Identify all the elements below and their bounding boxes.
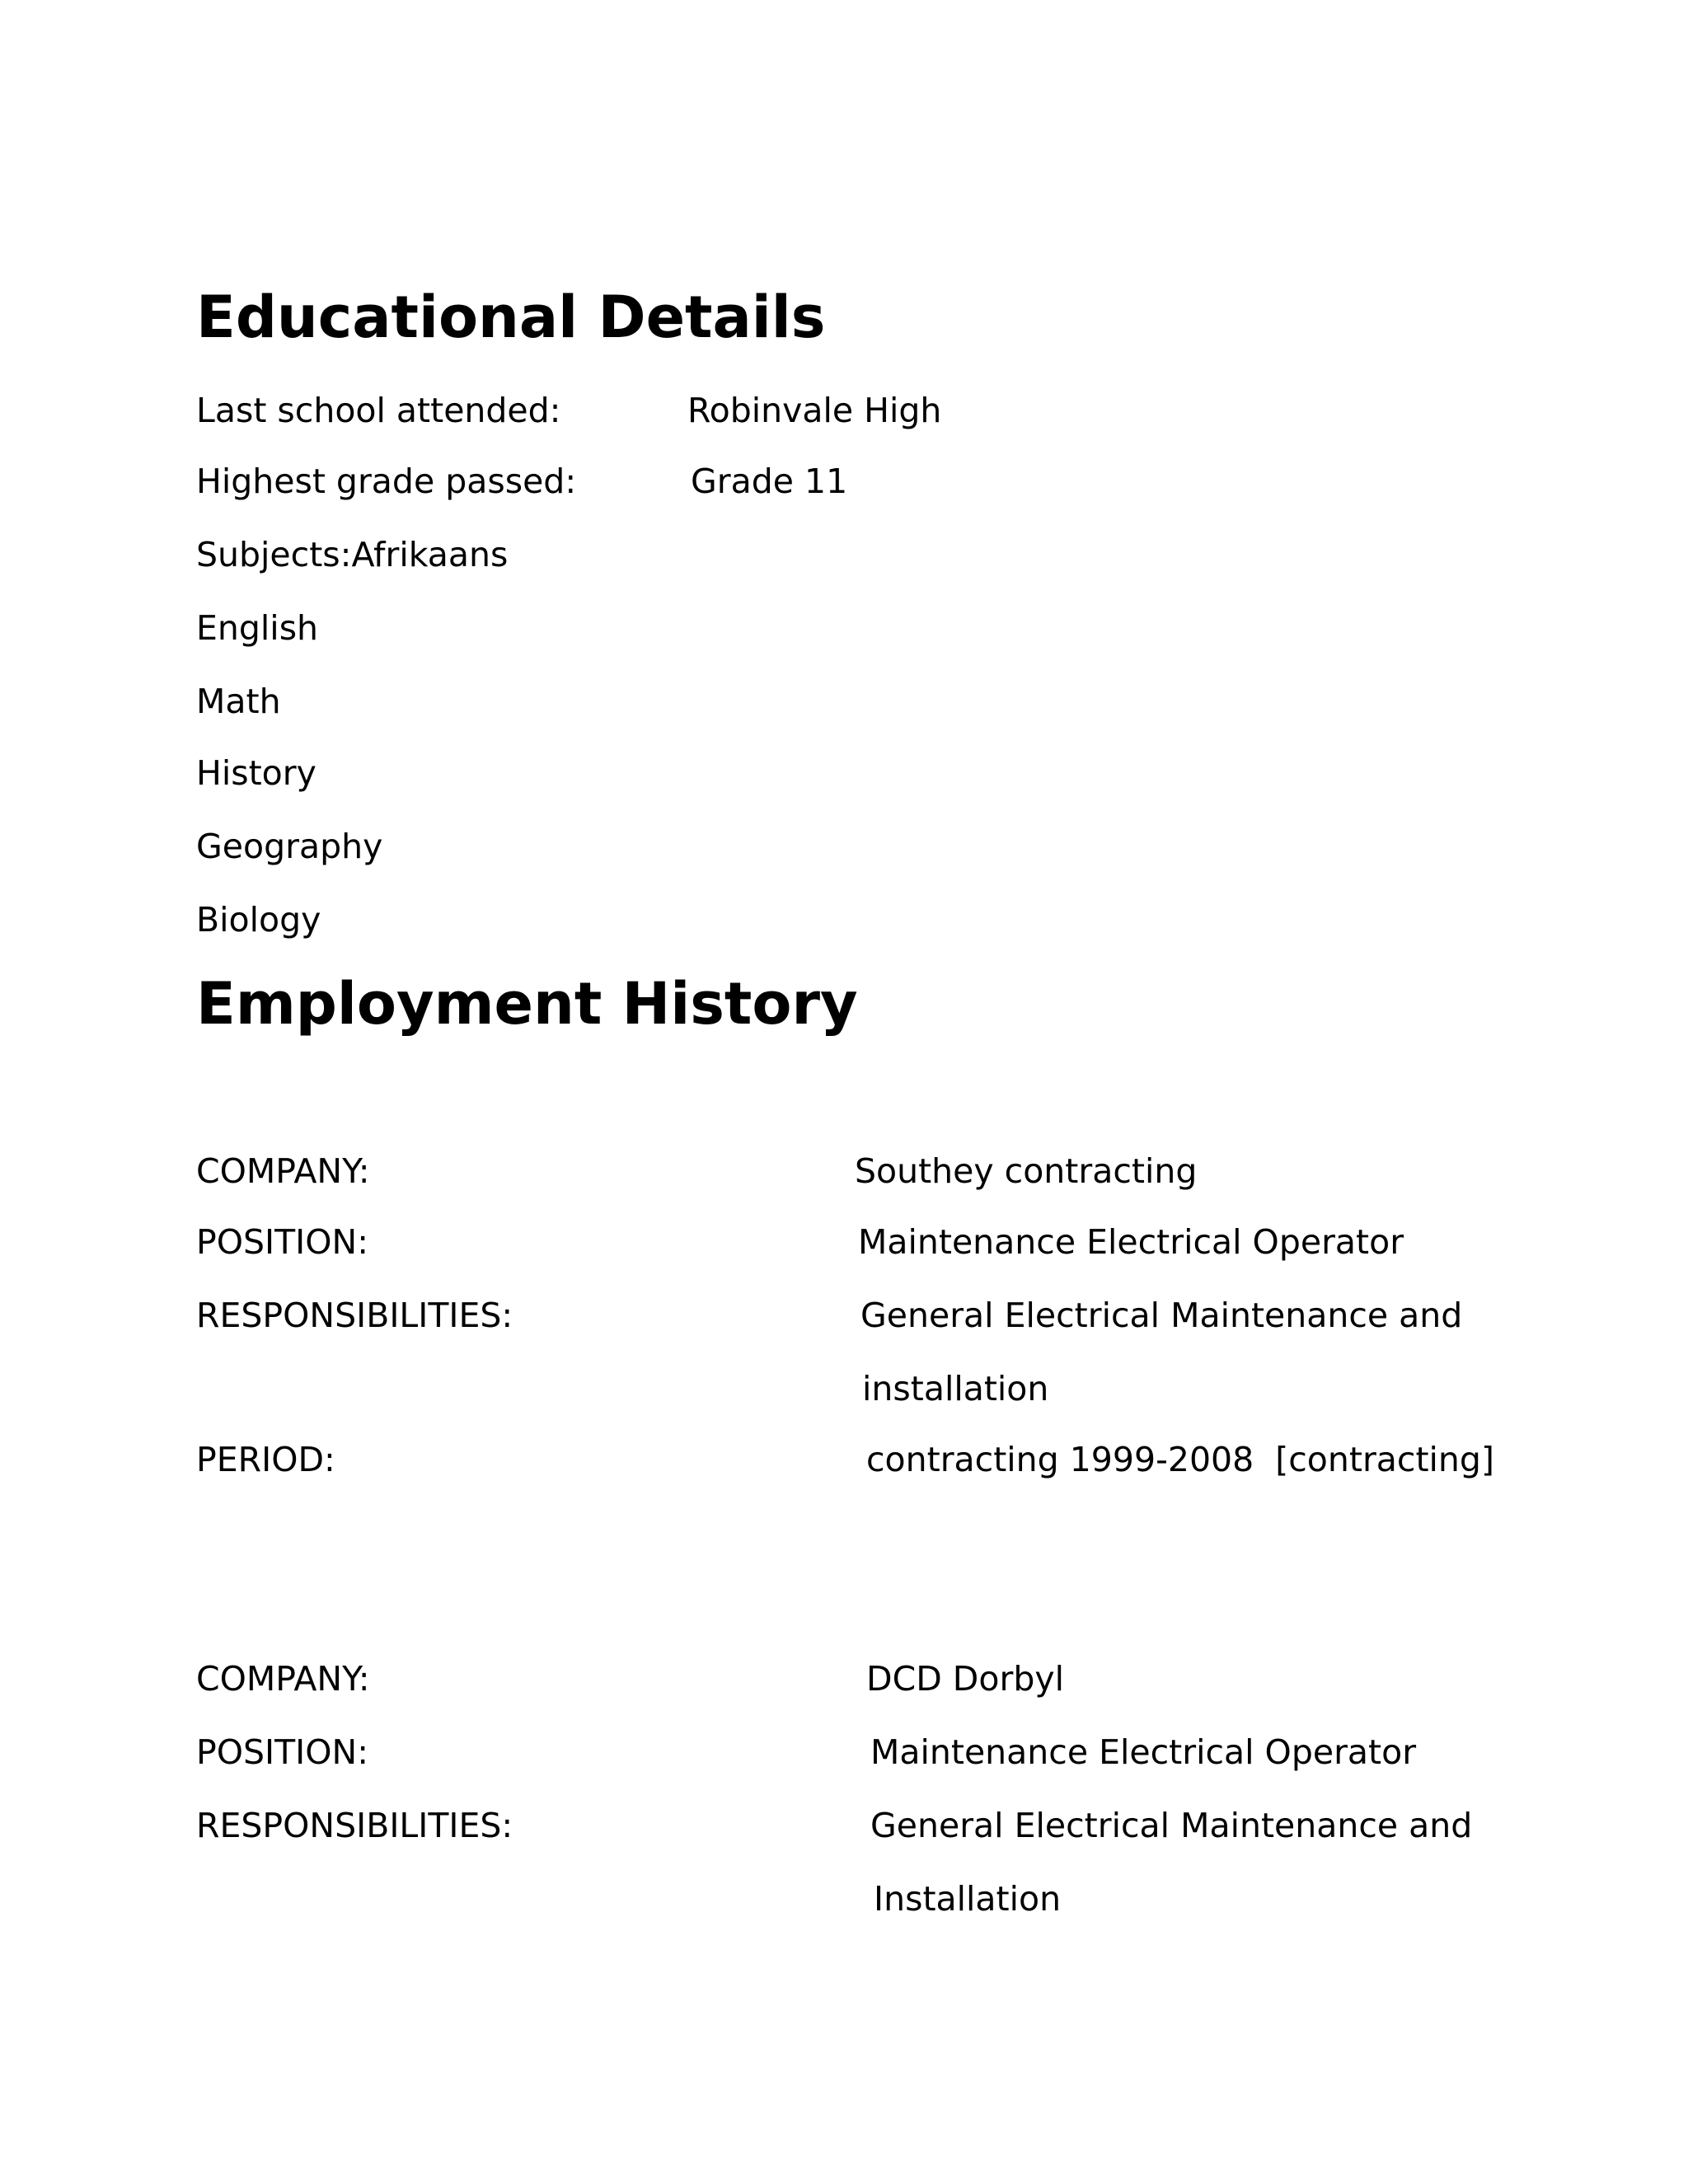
job2-position-label: POSITION: bbox=[196, 1732, 369, 1772]
job1-responsibilities-line2: installation bbox=[862, 1369, 1049, 1408]
subject-item: Afrikaans bbox=[351, 535, 509, 574]
job2-responsibilities-line2: Installation bbox=[874, 1879, 1062, 1919]
subject-item: History bbox=[196, 753, 316, 793]
education-heading: Educational Details bbox=[196, 284, 826, 351]
subject-item: Geography bbox=[196, 827, 383, 866]
job2-company-label: COMPANY: bbox=[196, 1659, 370, 1699]
job1-period-value: contracting 1999-2008 [contracting] bbox=[866, 1440, 1494, 1479]
subject-item: Math bbox=[196, 682, 281, 721]
highest-grade-value: Grade 11 bbox=[691, 462, 848, 501]
employment-heading: Employment History bbox=[196, 970, 858, 1038]
job1-position-value: Maintenance Electrical Operator bbox=[858, 1222, 1404, 1262]
job1-period-label: PERIOD: bbox=[196, 1440, 335, 1479]
job2-responsibilities-line1: General Electrical Maintenance and bbox=[870, 1806, 1473, 1845]
job1-position-label: POSITION: bbox=[196, 1222, 369, 1262]
job2-responsibilities-label: RESPONSIBILITIES: bbox=[196, 1806, 513, 1845]
subject-item: English bbox=[196, 608, 319, 648]
job1-company-label: COMPANY: bbox=[196, 1151, 370, 1191]
job2-company-value: DCD Dorbyl bbox=[866, 1659, 1064, 1699]
job1-company-value: Southey contracting bbox=[855, 1151, 1198, 1191]
job1-responsibilities-label: RESPONSIBILITIES: bbox=[196, 1296, 513, 1335]
job1-responsibilities-line1: General Electrical Maintenance and bbox=[860, 1296, 1463, 1335]
last-school-label: Last school attended: bbox=[196, 391, 561, 430]
subjects-line bbox=[196, 535, 509, 574]
subjects-label: Subjects: bbox=[196, 535, 352, 574]
subject-item: Biology bbox=[196, 900, 321, 940]
highest-grade-label: Highest grade passed: bbox=[196, 462, 577, 501]
job2-position-value: Maintenance Electrical Operator bbox=[870, 1732, 1417, 1772]
last-school-value: Robinvale High bbox=[687, 391, 942, 430]
